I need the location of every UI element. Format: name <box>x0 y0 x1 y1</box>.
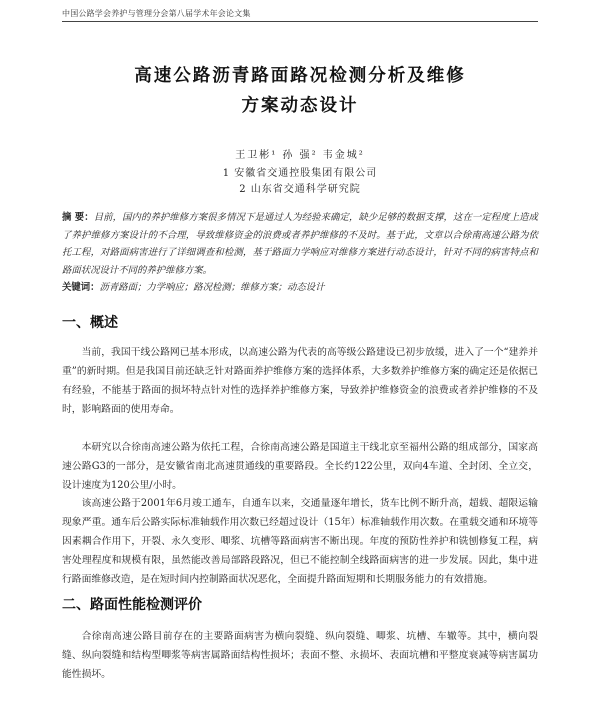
section-heading-overview: 一、概述 <box>62 315 118 331</box>
abstract <box>62 209 538 280</box>
paper-title-line-1: 高速公路沥青路面路况检测分析及维修 <box>134 66 466 86</box>
affiliation-2: 2 山东省交通科学研究院 <box>239 184 361 195</box>
paragraph: 当前，我国干线公路网已基本形成，以高速公路为代表的高等级公路建设已初步放缓，进入了一个“建养并重”的新时期。但是我国目前还缺乏针对路面养护维修方案的选择体系，大多数养护维修方案的确定还是依据已有经验，不能基于路面的损坏特点针对性的选择养护维修方案，导致养护维修资金的浪费或者养护维修的不及时，影响路面的使用寿命。 <box>62 347 538 415</box>
section-heading-performance: 二、路面性能检测评价 <box>62 597 202 613</box>
paragraph: 该高速公路于2001年6月竣工通车，自通车以来，交通量逐年增长，货车比例不断升高，超载、超限运输现象严重。通车后公路实际标准轴载作用次数已经超过设计（15年）标准轴载作用次数。在重载交通和环境等因素耦合作用下，开裂、永久变形、唧浆、坑槽等路面病害不断出现。年度的预防性养护和铣刨修复工程，病害处理程度和规模有限，虽然能改善局部路段路况，但已不能控制全线路面病害的进一步发展。因此，集中进行路面维修改造，是在短时间内控制路面状况恶化，全面提升路面短期和长期服务能力的有效措施。 <box>62 498 538 585</box>
keywords-text: 沥青路面；力学响应；路况检测；维修方案；动态设计 <box>99 282 325 293</box>
keywords <box>62 279 538 297</box>
paragraph: 本研究以合徐南高速公路为依托工程，合徐南高速公路是国道主干线北京至福州公路的组成部分，国家高速公路G3的一部分，是安徽省南北高速贯通线的重要路段。全长约122公里，双向4车道、全封闭、全立交，设计速度为120公里/小时。 <box>62 442 538 491</box>
paragraph: 合徐南高速公路目前存在的主要路面病害为横向裂缝、纵向裂缝、唧浆、坑槽、车辙等。其中，横向裂缝、纵向裂缝和结构型唧浆等病害属路面结构性损坏；表面不整、永损坏、表面坑槽和平整度衰减等病害属功能性损坏。 <box>62 631 538 680</box>
abstract-text: 目前，国内的养护维修方案很多情况下是通过人为经验来确定，缺少足够的数据支撑，这在一定程度上造成了养护维修方案设计的不合理，导致维修资金的浪费或者养护维修的不及时。基于此，文章以合徐南高速公路为依托工程，对路面病害进行了详细调查和检测，基于路面力学响应对维修方案进行动态设计，针对不同的病害特点和路面状况设计不同的养护维修方案。 <box>62 212 538 277</box>
affiliation-1: 1 安徽省交通控股集团有限公司 <box>222 168 378 179</box>
keywords-label: 关键词： <box>62 282 100 293</box>
authors: 王卫彬¹ 孙 强² 韦金城² <box>235 150 365 161</box>
abstract-label: 摘 要： <box>62 212 94 223</box>
paper-title-line-2: 方案动态设计 <box>241 96 359 116</box>
running-header: 中国公路学会养护与管理分会第八届学术年会论文集 <box>62 8 538 22</box>
